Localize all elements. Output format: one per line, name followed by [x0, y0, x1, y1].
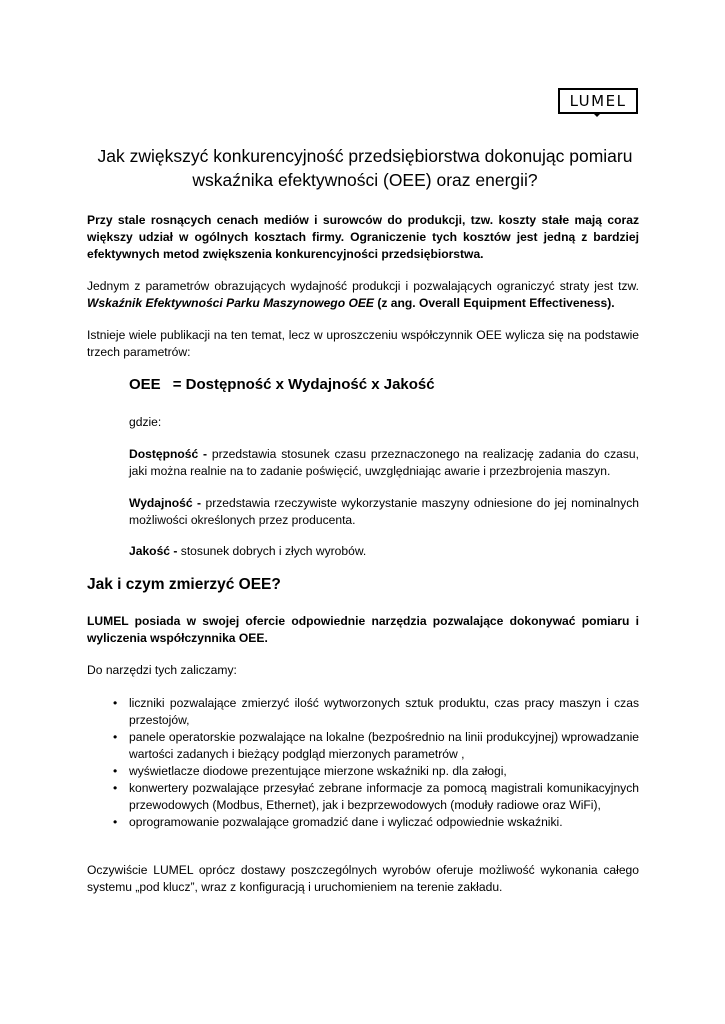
list-item [87, 729, 639, 763]
definition-quality [129, 543, 639, 560]
definition-performance [129, 495, 639, 529]
oee-english-name: (z ang. Overall Equipment Effectiveness). [373, 296, 615, 310]
tools-intro: Do narzędzi tych zaliczamy: [87, 663, 237, 677]
oee-definition-paragraph [87, 278, 639, 312]
intro-paragraph: Przy stale rosnących cenach mediów i surowców do produkcji, tzw. koszty stałe mają coraz większy udział w ogólnych kosztach firmy. Ograniczenie tych kosztów jest jedną z bardziej efektywnych metod zwiększenia konkurencyjności przedsiębiorstwa. [87, 213, 639, 261]
bullet-icon: • [113, 815, 118, 829]
lumel-offer-paragraph: LUMEL posiada w swojej ofercie odpowiednie narzędzia pozwalające dokonywać pomiaru i wyliczenia współczynnika OEE. [87, 614, 639, 645]
formula-lhs: OEE [129, 376, 161, 393]
list-item-text: liczniki pozwalające zmierzyć ilość wytworzonych sztuk produktu, czas pracy maszyn i czas przestojów, [129, 696, 639, 727]
bullet-icon: • [113, 764, 118, 778]
bullet-icon: • [113, 696, 118, 710]
publications-paragraph: Istnieje wiele publikacji na ten temat, lecz w uproszczeniu współczynnik OEE wylicza się na podstawie trzech parametrów: [87, 328, 639, 359]
closing-paragraph: Oczywiście LUMEL oprócz dostawy poszczególnych wyrobów oferuje możliwość wykonania całego systemu „pod klucz”, wraz z konfiguracją i uruchomieniem na terenie zakładu. [87, 863, 639, 894]
list-item [87, 695, 639, 729]
list-item [87, 763, 639, 780]
list-item-text: wyświetlacze diodowe prezentujące mierzone wskaźniki np. dla załogi, [129, 764, 507, 778]
definition-term: Wydajność - [129, 496, 202, 510]
lumel-logo [558, 88, 638, 116]
list-item [87, 780, 639, 814]
list-item-text: panele operatorskie pozwalające na lokalne (bezpośrednio na linii produkcyjnej) wprowadzanie wartości zadanych i bieżący podgląd mierzonych parametrów , [129, 730, 639, 761]
formula-rhs: = Dostępność x Wydajność x Jakość [172, 376, 435, 393]
definition-text: przedstawia stosunek czasu przeznaczonego na realizację zadania do czasu, jaki można realnie na to zadanie poświęcić, uwzględniając awarie i przezbrojenia maszyn. [129, 447, 639, 478]
definition-term: Jakość - [129, 544, 178, 558]
list-item [87, 814, 639, 831]
logo-triangle-icon [592, 112, 602, 117]
definition-availability [129, 446, 639, 480]
list-item-text: konwertery pozwalające przesyłać zebrane informacje za pomocą magistrali komunikacyjnych przewodowych (Modbus, Ethernet), jak i bezprzewodowych (moduły radiowe oraz WiFi), [129, 781, 639, 812]
oee-term: Wskaźnik Efektywności Parku Maszynowego OEE [87, 296, 374, 310]
definition-text: przedstawia rzeczywiste wykorzystanie maszyny odniesione do jej nominalnych możliwości określonych przez producenta. [129, 496, 639, 527]
bullet-icon: • [113, 781, 118, 795]
oee-formula [129, 376, 435, 393]
section-heading: Jak i czym zmierzyć OEE? [87, 576, 281, 593]
definition-term: Dostępność - [129, 447, 208, 461]
logo-frame [558, 88, 638, 114]
where-label: gdzie: [129, 415, 162, 429]
definition-text: stosunek dobrych i złych wyrobów. [177, 544, 367, 558]
param-text-1: Jednym z parametrów obrazujących wydajność produkcji i pozwalających ograniczyć straty jest tzw. [87, 279, 639, 293]
list-item-text: oprogramowanie pozwalające gromadzić dane i wyliczać odpowiednie wskaźniki. [129, 815, 563, 829]
bullet-icon: • [113, 730, 118, 744]
tools-list [87, 695, 639, 831]
logo-text: LUMEL [569, 92, 627, 110]
document-title: Jak zwiększyć konkurencyjność przedsiębiorstwa dokonując pomiaru wskaźnika efektywności (OEE) oraz energii? [97, 146, 633, 190]
